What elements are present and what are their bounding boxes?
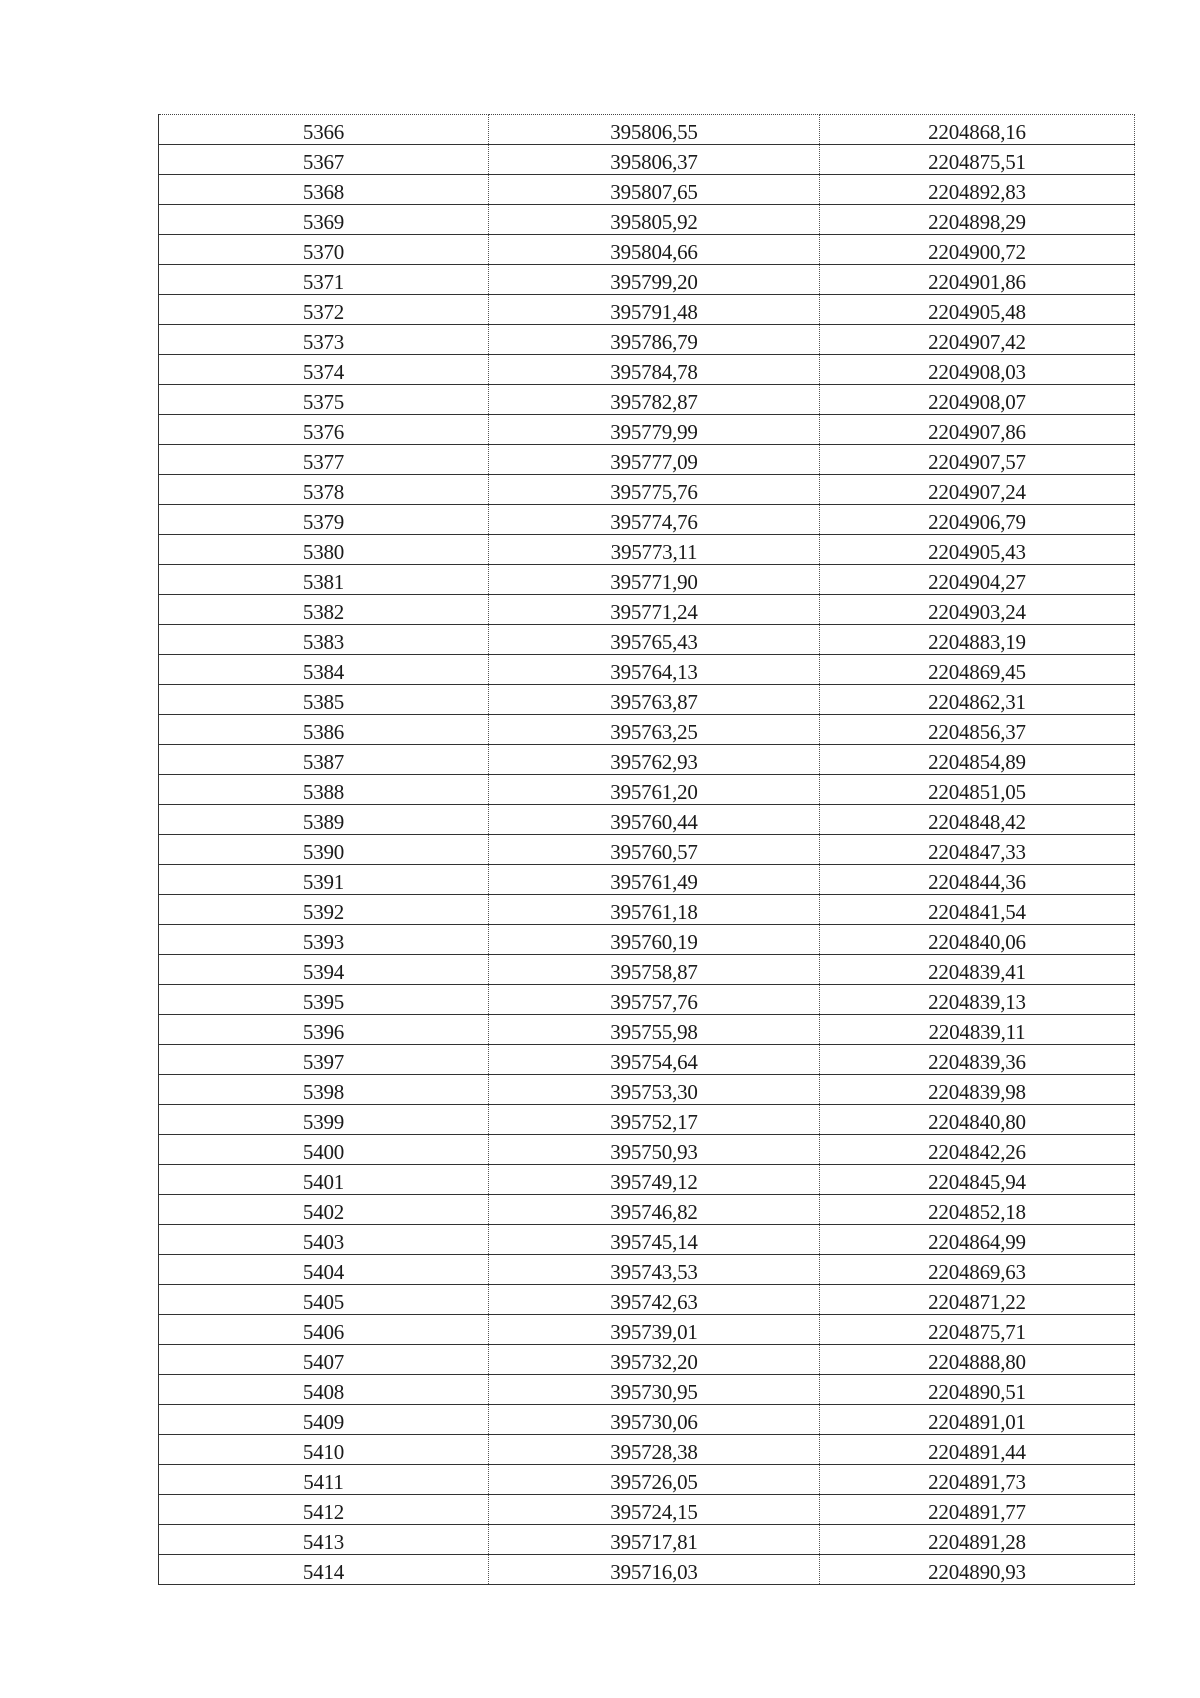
y-coordinate-cell: 2204851,05 [820, 775, 1135, 805]
point-number-cell: 5400 [159, 1135, 489, 1165]
x-coordinate-cell: 395717,81 [489, 1525, 820, 1555]
point-number-cell: 5381 [159, 565, 489, 595]
x-coordinate-cell: 395782,87 [489, 385, 820, 415]
table-row [159, 1525, 1135, 1555]
point-number-cell: 5397 [159, 1045, 489, 1075]
table-row [159, 1435, 1135, 1465]
y-coordinate-cell: 2204908,07 [820, 385, 1135, 415]
point-number-cell: 5373 [159, 325, 489, 355]
y-coordinate-cell: 2204864,99 [820, 1225, 1135, 1255]
y-coordinate-cell: 2204907,24 [820, 475, 1135, 505]
table-row [159, 865, 1135, 895]
y-coordinate-cell: 2204906,79 [820, 505, 1135, 535]
table-row [159, 1195, 1135, 1225]
y-coordinate-cell: 2204892,83 [820, 175, 1135, 205]
point-number-cell: 5402 [159, 1195, 489, 1225]
table-row [159, 265, 1135, 295]
x-coordinate-cell: 395730,95 [489, 1375, 820, 1405]
x-coordinate-cell: 395763,87 [489, 685, 820, 715]
point-number-cell: 5368 [159, 175, 489, 205]
y-coordinate-cell: 2204890,93 [820, 1555, 1135, 1585]
x-coordinate-cell: 395753,30 [489, 1075, 820, 1105]
table-row [159, 1255, 1135, 1285]
point-number-cell: 5367 [159, 145, 489, 175]
y-coordinate-cell: 2204856,37 [820, 715, 1135, 745]
y-coordinate-cell: 2204839,98 [820, 1075, 1135, 1105]
y-coordinate-cell: 2204839,36 [820, 1045, 1135, 1075]
y-coordinate-cell: 2204905,43 [820, 535, 1135, 565]
point-number-cell: 5410 [159, 1435, 489, 1465]
table-row [159, 1045, 1135, 1075]
point-number-cell: 5412 [159, 1495, 489, 1525]
table-row [159, 685, 1135, 715]
y-coordinate-cell: 2204907,86 [820, 415, 1135, 445]
table-row [159, 145, 1135, 175]
x-coordinate-cell: 395764,13 [489, 655, 820, 685]
point-number-cell: 5398 [159, 1075, 489, 1105]
table-row [159, 1465, 1135, 1495]
table-row [159, 1345, 1135, 1375]
point-number-cell: 5366 [159, 115, 489, 145]
y-coordinate-cell: 2204839,11 [820, 1015, 1135, 1045]
x-coordinate-cell: 395732,20 [489, 1345, 820, 1375]
table-row [159, 415, 1135, 445]
point-number-cell: 5382 [159, 595, 489, 625]
x-coordinate-cell: 395757,76 [489, 985, 820, 1015]
y-coordinate-cell: 2204844,36 [820, 865, 1135, 895]
x-coordinate-cell: 395791,48 [489, 295, 820, 325]
x-coordinate-cell: 395728,38 [489, 1435, 820, 1465]
x-coordinate-cell: 395761,18 [489, 895, 820, 925]
point-number-cell: 5411 [159, 1465, 489, 1495]
x-coordinate-cell: 395799,20 [489, 265, 820, 295]
x-coordinate-cell: 395743,53 [489, 1255, 820, 1285]
point-number-cell: 5370 [159, 235, 489, 265]
table-row [159, 655, 1135, 685]
table-row [159, 595, 1135, 625]
y-coordinate-cell: 2204875,51 [820, 145, 1135, 175]
table-row [159, 925, 1135, 955]
y-coordinate-cell: 2204900,72 [820, 235, 1135, 265]
point-number-cell: 5414 [159, 1555, 489, 1585]
point-number-cell: 5383 [159, 625, 489, 655]
point-number-cell: 5378 [159, 475, 489, 505]
y-coordinate-cell: 2204839,13 [820, 985, 1135, 1015]
point-number-cell: 5386 [159, 715, 489, 745]
x-coordinate-cell: 395784,78 [489, 355, 820, 385]
y-coordinate-cell: 2204848,42 [820, 805, 1135, 835]
x-coordinate-cell: 395771,24 [489, 595, 820, 625]
x-coordinate-cell: 395779,99 [489, 415, 820, 445]
y-coordinate-cell: 2204891,44 [820, 1435, 1135, 1465]
x-coordinate-cell: 395716,03 [489, 1555, 820, 1585]
y-coordinate-cell: 2204852,18 [820, 1195, 1135, 1225]
table-row [159, 295, 1135, 325]
x-coordinate-cell: 395805,92 [489, 205, 820, 235]
y-coordinate-cell: 2204891,01 [820, 1405, 1135, 1435]
table-row [159, 1315, 1135, 1345]
table-row [159, 445, 1135, 475]
x-coordinate-cell: 395761,49 [489, 865, 820, 895]
x-coordinate-cell: 395726,05 [489, 1465, 820, 1495]
y-coordinate-cell: 2204869,45 [820, 655, 1135, 685]
x-coordinate-cell: 395760,57 [489, 835, 820, 865]
y-coordinate-cell: 2204868,16 [820, 115, 1135, 145]
table-row [159, 505, 1135, 535]
point-number-cell: 5405 [159, 1285, 489, 1315]
table-row [159, 955, 1135, 985]
y-coordinate-cell: 2204901,86 [820, 265, 1135, 295]
table-row [159, 1135, 1135, 1165]
point-number-cell: 5384 [159, 655, 489, 685]
y-coordinate-cell: 2204883,19 [820, 625, 1135, 655]
table-row [159, 985, 1135, 1015]
point-number-cell: 5394 [159, 955, 489, 985]
point-number-cell: 5376 [159, 415, 489, 445]
x-coordinate-cell: 395786,79 [489, 325, 820, 355]
x-coordinate-cell: 395758,87 [489, 955, 820, 985]
y-coordinate-cell: 2204862,31 [820, 685, 1135, 715]
table-row [159, 235, 1135, 265]
table-row [159, 115, 1135, 145]
point-number-cell: 5372 [159, 295, 489, 325]
point-number-cell: 5409 [159, 1405, 489, 1435]
table-row [159, 1495, 1135, 1525]
x-coordinate-cell: 395755,98 [489, 1015, 820, 1045]
x-coordinate-cell: 395807,65 [489, 175, 820, 205]
table-row [159, 745, 1135, 775]
table-row [159, 535, 1135, 565]
x-coordinate-cell: 395762,93 [489, 745, 820, 775]
point-number-cell: 5377 [159, 445, 489, 475]
point-number-cell: 5369 [159, 205, 489, 235]
y-coordinate-cell: 2204869,63 [820, 1255, 1135, 1285]
y-coordinate-cell: 2204904,27 [820, 565, 1135, 595]
table-row [159, 805, 1135, 835]
point-number-cell: 5406 [159, 1315, 489, 1345]
point-number-cell: 5390 [159, 835, 489, 865]
x-coordinate-cell: 395742,63 [489, 1285, 820, 1315]
table-row [159, 565, 1135, 595]
y-coordinate-cell: 2204890,51 [820, 1375, 1135, 1405]
point-number-cell: 5387 [159, 745, 489, 775]
y-coordinate-cell: 2204871,22 [820, 1285, 1135, 1315]
table-row [159, 1165, 1135, 1195]
y-coordinate-cell: 2204891,77 [820, 1495, 1135, 1525]
y-coordinate-cell: 2204840,80 [820, 1105, 1135, 1135]
x-coordinate-cell: 395752,17 [489, 1105, 820, 1135]
x-coordinate-cell: 395750,93 [489, 1135, 820, 1165]
table-row [159, 1555, 1135, 1585]
x-coordinate-cell: 395724,15 [489, 1495, 820, 1525]
point-number-cell: 5396 [159, 1015, 489, 1045]
y-coordinate-cell: 2204907,57 [820, 445, 1135, 475]
y-coordinate-cell: 2204845,94 [820, 1165, 1135, 1195]
x-coordinate-cell: 395754,64 [489, 1045, 820, 1075]
point-number-cell: 5375 [159, 385, 489, 415]
table-row [159, 1375, 1135, 1405]
point-number-cell: 5374 [159, 355, 489, 385]
y-coordinate-cell: 2204854,89 [820, 745, 1135, 775]
x-coordinate-cell: 395765,43 [489, 625, 820, 655]
point-number-cell: 5389 [159, 805, 489, 835]
point-number-cell: 5379 [159, 505, 489, 535]
y-coordinate-cell: 2204891,28 [820, 1525, 1135, 1555]
x-coordinate-cell: 395730,06 [489, 1405, 820, 1435]
x-coordinate-cell: 395806,55 [489, 115, 820, 145]
point-number-cell: 5393 [159, 925, 489, 955]
table-row [159, 895, 1135, 925]
table-row [159, 205, 1135, 235]
y-coordinate-cell: 2204847,33 [820, 835, 1135, 865]
table-row [159, 175, 1135, 205]
point-number-cell: 5407 [159, 1345, 489, 1375]
point-number-cell: 5395 [159, 985, 489, 1015]
point-number-cell: 5391 [159, 865, 489, 895]
point-number-cell: 5380 [159, 535, 489, 565]
point-number-cell: 5413 [159, 1525, 489, 1555]
table-row [159, 1225, 1135, 1255]
y-coordinate-cell: 2204908,03 [820, 355, 1135, 385]
point-number-cell: 5371 [159, 265, 489, 295]
table-row [159, 1105, 1135, 1135]
x-coordinate-cell: 395773,11 [489, 535, 820, 565]
coordinates-table-body [159, 115, 1135, 1585]
x-coordinate-cell: 395746,82 [489, 1195, 820, 1225]
x-coordinate-cell: 395760,44 [489, 805, 820, 835]
y-coordinate-cell: 2204891,73 [820, 1465, 1135, 1495]
table-row [159, 715, 1135, 745]
y-coordinate-cell: 2204907,42 [820, 325, 1135, 355]
point-number-cell: 5408 [159, 1375, 489, 1405]
y-coordinate-cell: 2204875,71 [820, 1315, 1135, 1345]
table-row [159, 385, 1135, 415]
y-coordinate-cell: 2204840,06 [820, 925, 1135, 955]
x-coordinate-cell: 395763,25 [489, 715, 820, 745]
x-coordinate-cell: 395804,66 [489, 235, 820, 265]
point-number-cell: 5399 [159, 1105, 489, 1135]
table-row [159, 325, 1135, 355]
table-row [159, 475, 1135, 505]
x-coordinate-cell: 395774,76 [489, 505, 820, 535]
point-number-cell: 5401 [159, 1165, 489, 1195]
table-row [159, 1405, 1135, 1435]
table-row [159, 835, 1135, 865]
x-coordinate-cell: 395761,20 [489, 775, 820, 805]
x-coordinate-cell: 395806,37 [489, 145, 820, 175]
x-coordinate-cell: 395760,19 [489, 925, 820, 955]
coordinates-table [158, 114, 1135, 1585]
point-number-cell: 5388 [159, 775, 489, 805]
x-coordinate-cell: 395745,14 [489, 1225, 820, 1255]
x-coordinate-cell: 395775,76 [489, 475, 820, 505]
table-row [159, 1015, 1135, 1045]
y-coordinate-cell: 2204905,48 [820, 295, 1135, 325]
table-row [159, 625, 1135, 655]
x-coordinate-cell: 395777,09 [489, 445, 820, 475]
x-coordinate-cell: 395739,01 [489, 1315, 820, 1345]
point-number-cell: 5403 [159, 1225, 489, 1255]
point-number-cell: 5404 [159, 1255, 489, 1285]
point-number-cell: 5385 [159, 685, 489, 715]
table-row [159, 1075, 1135, 1105]
table-row [159, 775, 1135, 805]
y-coordinate-cell: 2204839,41 [820, 955, 1135, 985]
x-coordinate-cell: 395771,90 [489, 565, 820, 595]
y-coordinate-cell: 2204898,29 [820, 205, 1135, 235]
y-coordinate-cell: 2204841,54 [820, 895, 1135, 925]
table-row [159, 355, 1135, 385]
point-number-cell: 5392 [159, 895, 489, 925]
table-row [159, 1285, 1135, 1315]
y-coordinate-cell: 2204888,80 [820, 1345, 1135, 1375]
y-coordinate-cell: 2204842,26 [820, 1135, 1135, 1165]
y-coordinate-cell: 2204903,24 [820, 595, 1135, 625]
x-coordinate-cell: 395749,12 [489, 1165, 820, 1195]
